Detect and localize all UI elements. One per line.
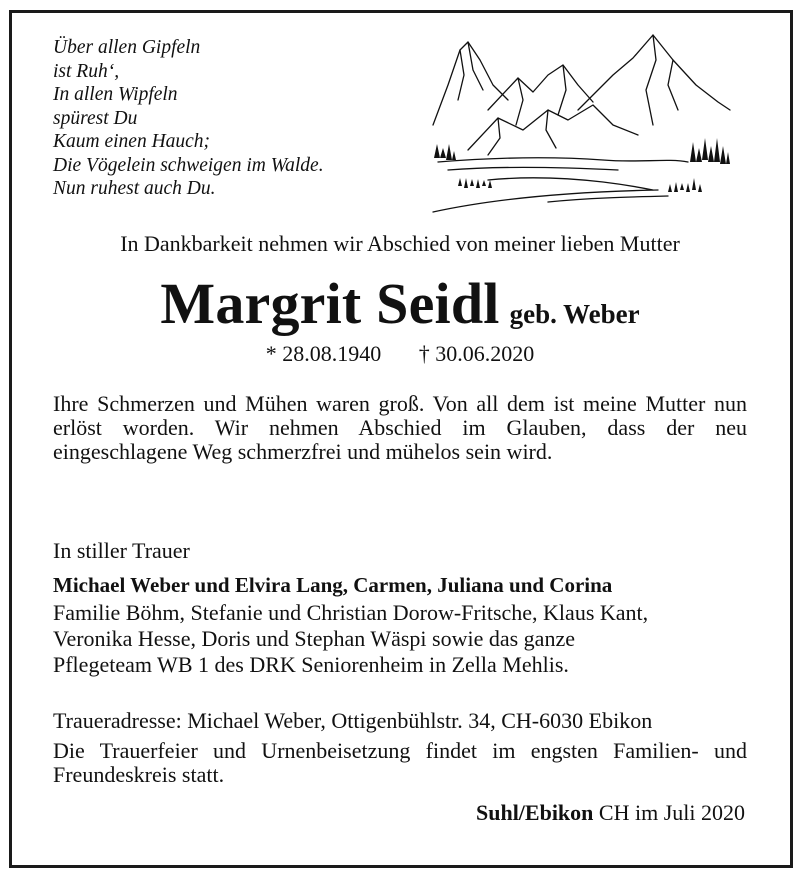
maiden-name: geb. Weber bbox=[509, 299, 640, 329]
poem-line: Über allen Gipfeln bbox=[53, 37, 201, 58]
mourning-family: Michael Weber und Elvira Lang, Carmen, Juliana und Corina bbox=[53, 573, 613, 597]
poem-line: Die Vögelein schweigen im Walde. bbox=[53, 154, 324, 176]
deceased-name: Margrit Seidl bbox=[160, 271, 500, 336]
birth-date: * 28.08.1940 bbox=[265, 341, 382, 366]
mourning-address: Traueradresse: Michael Weber, Ottigenbühlstr. 34, CH-6030 Ebikon bbox=[53, 708, 653, 733]
signoff-date: CH im Juli 2020 bbox=[593, 800, 745, 825]
intro-line: In Dankbarkeit nehmen wir Abschied von meiner lieben Mutter bbox=[120, 231, 680, 256]
death-date: † 30.06.2020 bbox=[418, 341, 535, 366]
poem-line: Nun ruhest auch Du. bbox=[53, 178, 216, 199]
poem-line: Kaum einen Hauch; bbox=[53, 131, 211, 152]
life-dates bbox=[0, 341, 800, 367]
mourning-heading: In stiller Trauer bbox=[53, 538, 190, 563]
mountain-landscape-icon bbox=[428, 30, 733, 213]
mourning-others-line: Familie Böhm, Stefanie und Christian Dorow-Fritsche, Klaus Kant, bbox=[53, 600, 649, 625]
mourning-others-line: Pflegeteam WB 1 des DRK Seniorenheim in Zella Mehlis. bbox=[53, 652, 569, 677]
deceased-name-line bbox=[0, 270, 800, 337]
poem bbox=[53, 36, 324, 201]
signoff-place: Suhl/Ebikon bbox=[475, 800, 594, 825]
signoff bbox=[476, 800, 745, 826]
poem-line: spürest Du bbox=[53, 107, 138, 129]
mourning-others-line: Veronika Hesse, Doris und Stephan Wäspi sowie das ganze bbox=[53, 626, 575, 651]
poem-line: ist Ruh‘, bbox=[53, 60, 120, 82]
mourning-others bbox=[53, 600, 648, 678]
message-paragraph: Ihre Schmerzen und Mühen waren groß. Von all dem ist meine Mutter nun erlöst worden. Wir nehmen Abschied im Glauben, dass der neu eingeschlagene Weg schmerzfrei und mühelos sein wird. bbox=[53, 391, 747, 464]
poem-line: In allen Wipfeln bbox=[53, 84, 178, 105]
ceremony-note: Die Trauerfeier und Urnenbeisetzung findet im engsten Familien- und Freundeskreis statt. bbox=[53, 738, 747, 787]
